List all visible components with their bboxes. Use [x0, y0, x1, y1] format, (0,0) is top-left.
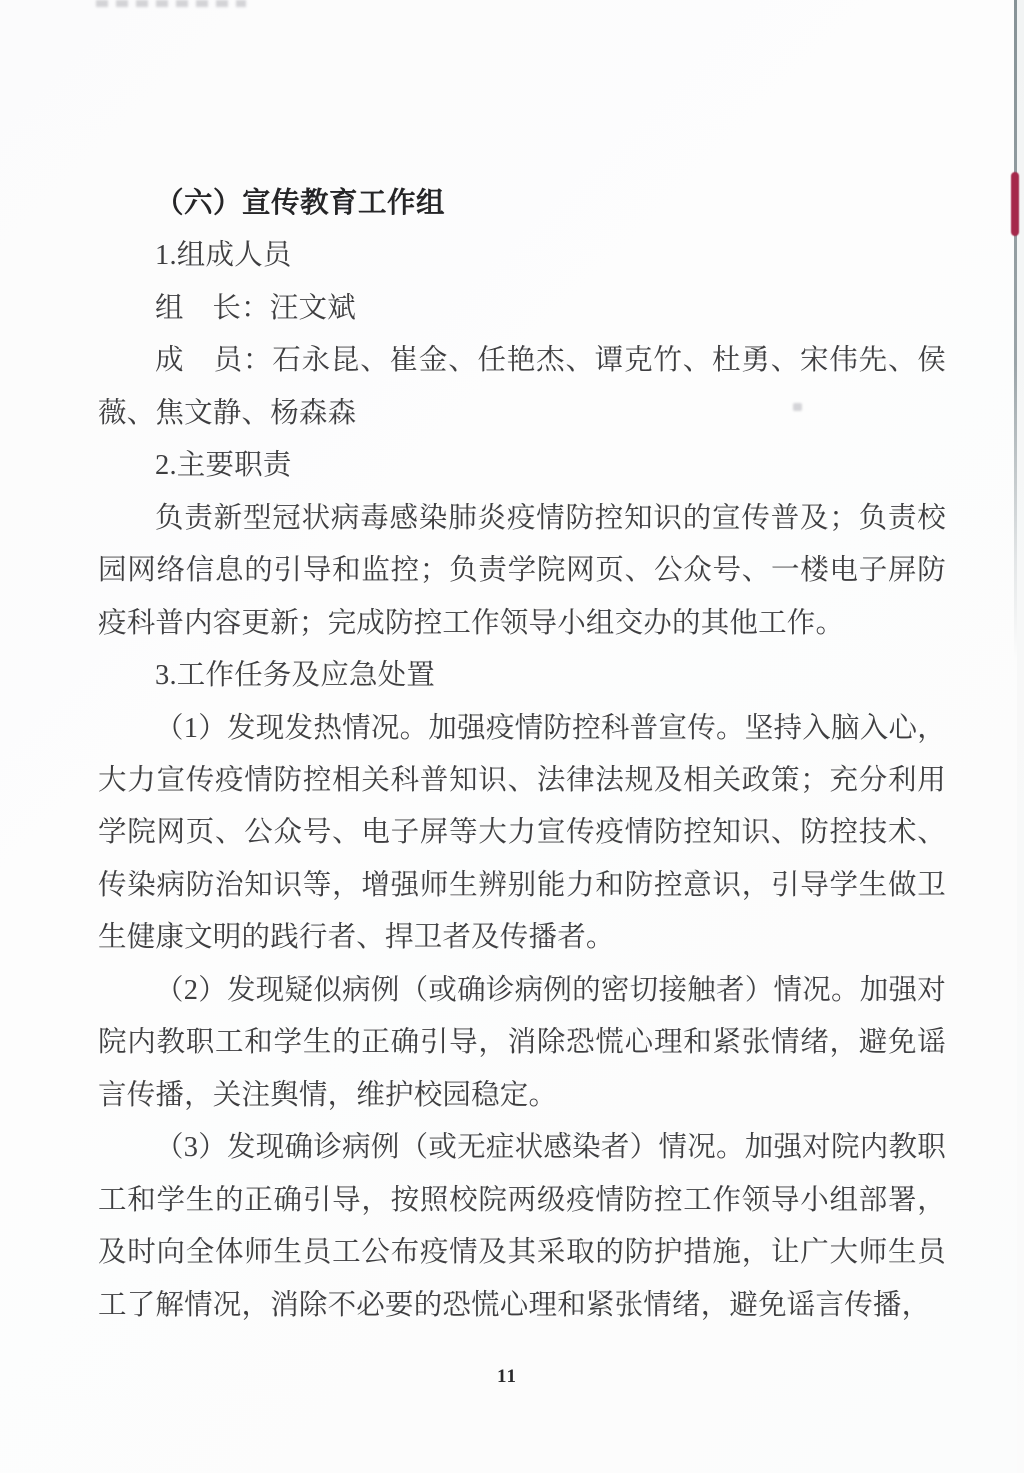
group-members-line: 成 员：石永昆、崔金、任艳杰、谭克竹、杜勇、宋伟先、侯薇、焦文静、杨森森: [98, 345, 946, 429]
document-body: [98, 178, 946, 1332]
numbered-item-duties-label: 2.主要职责: [155, 450, 292, 482]
task-paragraph-confirmed-case: （3）发现确诊病例（或无症状感染者）情况。加强对院内教职工和学生的正确引导，按照校院两级疫情防控工作领导小组部署，及时向全体师生员工公布疫情及其采取的防护措施，让广大师生员工了解情况，消除不必要的恐慌心理和紧张情绪，避免谣言传播，: [98, 1132, 946, 1321]
scan-artifact-red-mark: [1011, 172, 1019, 236]
numbered-item-members-label: 1.组成人员: [155, 240, 292, 272]
numbered-item-tasks-label: 3.工作任务及应急处置: [155, 660, 436, 692]
task-paragraph-fever-case: （1）发现发热情况。加强疫情防控科普宣传。坚持入脑入心，大力宣传疫情防控相关科普知识、法律法规及相关政策；充分利用学院网页、公众号、电子屏等大力宣传疫情防控知识、防控技术、传染病防治知识等，增强师生辨别能力和防控意识，引导学生做卫生健康文明的践行者、捍卫者及传播者。: [98, 712, 946, 954]
page-number: 11: [497, 1366, 517, 1387]
task-paragraph-suspected-case: （2）发现疑似病例（或确诊病例的密切接触者）情况。加强对院内教职工和学生的正确引导，消除恐慌心理和紧张情绪，避免谣言传播，关注舆情，维护校园稳定。: [98, 974, 946, 1111]
group-leader-line: 组 长：汪文斌: [155, 292, 356, 324]
duties-paragraph: 负责新型冠状病毒感染肺炎疫情防控知识的宣传普及；负责校园网络信息的引导和监控；负责学院网页、公众号、一楼电子屏防疫科普内容更新；完成防控工作领导小组交办的其他工作。: [98, 502, 946, 639]
scan-artifact-page-edge-line: [1014, 0, 1017, 660]
scan-artifact-cropped-header-text: [96, 0, 246, 7]
section-heading: （六）宣传教育工作组: [155, 188, 446, 219]
